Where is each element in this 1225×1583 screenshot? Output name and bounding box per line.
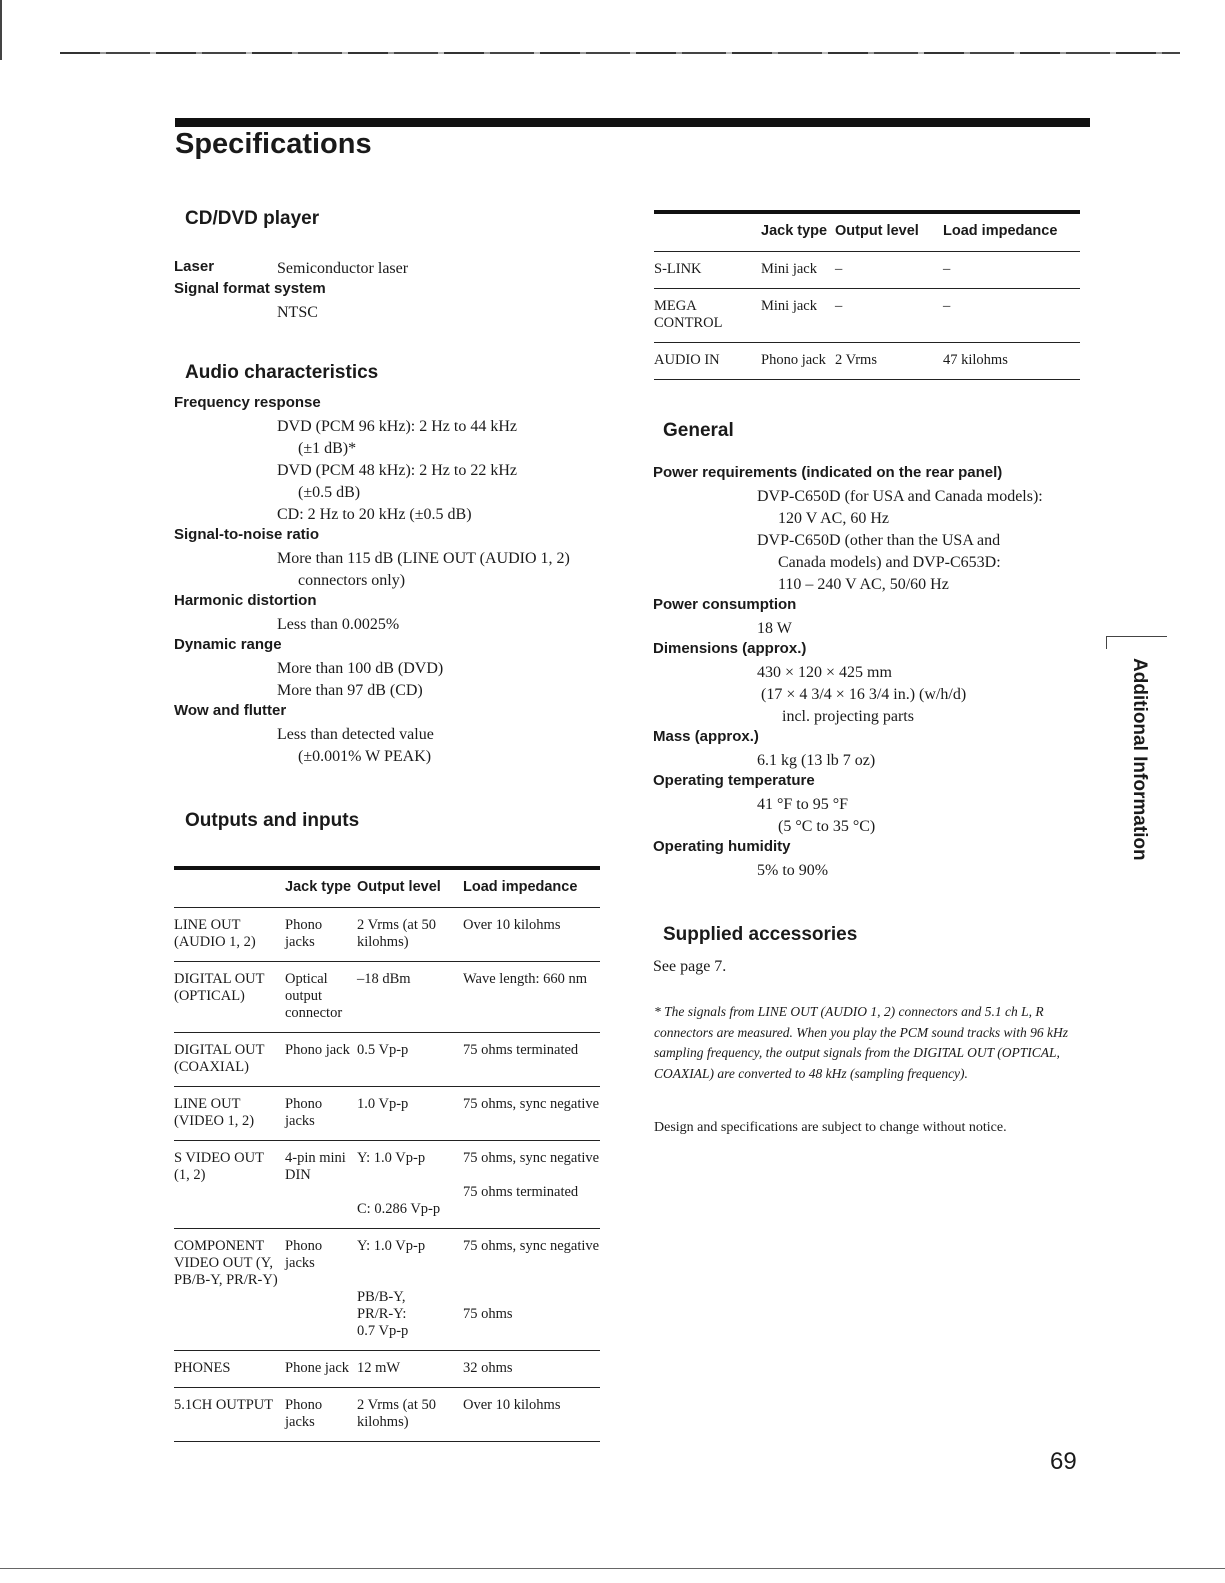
power-consumption-value: 18 W	[757, 620, 792, 637]
table-row	[174, 1033, 600, 1087]
table-row	[174, 962, 600, 1033]
title-rule	[175, 118, 1090, 127]
header-jack-type: Jack type	[285, 879, 352, 895]
power-other-cont: Canada models) and DVP-C653D:	[778, 554, 1001, 571]
row-jack-type: Phone jack	[285, 1360, 350, 1376]
power-consumption-label: Power consumption	[653, 596, 797, 613]
row-output-level: 2 Vrms (at 50 kilohms)	[357, 917, 437, 950]
dynamic-range-dvd: More than 100 dB (DVD)	[277, 660, 444, 677]
row-name: AUDIO IN	[654, 352, 720, 368]
row-load-impedance: Wave length: 660 nm	[463, 971, 588, 987]
row-load-impedance: 75 ohms, sync negative	[463, 1096, 600, 1112]
row-name: S VIDEO OUT (1, 2)	[174, 1150, 264, 1183]
row-output-level: 2 Vrms	[835, 352, 877, 368]
row-load-impedance: 75 ohms terminated	[463, 1042, 579, 1058]
scan-artifact-line	[60, 52, 1180, 54]
link-control-table	[654, 210, 1080, 380]
power-usa-value: 120 V AC, 60 Hz	[778, 510, 889, 527]
change-notice: Design and specifications are subject to change without notice.	[654, 1120, 1007, 1135]
page-number: 69	[1050, 1448, 1077, 1475]
row-output-level: 2 Vrms (at 50 kilohms)	[357, 1397, 437, 1430]
row-load-impedance: 75 ohms, sync negative 75 ohms	[463, 1238, 600, 1322]
table-row	[654, 289, 1080, 343]
table-row	[654, 343, 1080, 380]
row-jack-type: Mini jack	[761, 298, 817, 314]
power-other-value: 110 – 240 V AC, 50/60 Hz	[778, 576, 949, 593]
general-heading: General	[663, 420, 734, 441]
row-name: DIGITAL OUT (COAXIAL)	[174, 1042, 265, 1075]
table-row	[174, 1388, 600, 1442]
table-header-row	[654, 212, 1080, 252]
row-load-impedance: –	[943, 261, 951, 277]
snr-label: Signal-to-noise ratio	[174, 526, 320, 543]
row-name: S-LINK	[654, 261, 702, 277]
row-load-impedance: –	[943, 298, 951, 314]
dimensions-in: (17 × 4 3/4 × 16 3/4 in.) (w/h/d)	[761, 686, 967, 703]
row-output-level: Y: 1.0 Vp-p C: 0.286 Vp-p	[357, 1150, 441, 1217]
power-usa: DVP-C650D (for USA and Canada models):	[757, 488, 1043, 505]
row-name: LINE OUT (AUDIO 1, 2)	[174, 917, 256, 950]
header-load-impedance: Load impedance	[943, 223, 1058, 239]
side-tab	[1128, 658, 1152, 868]
row-jack-type: Phono jacks	[285, 917, 323, 950]
row-output-level: 12 mW	[357, 1360, 401, 1376]
row-load-impedance: 75 ohms, sync negative 75 ohms terminated	[463, 1150, 600, 1200]
row-output-level: 1.0 Vp-p	[357, 1096, 409, 1112]
table-row	[174, 908, 600, 962]
row-jack-type: 4-pin mini DIN	[285, 1150, 346, 1183]
row-jack-type: Phono jack	[285, 1042, 350, 1058]
row-name: LINE OUT (VIDEO 1, 2)	[174, 1096, 255, 1129]
freq-dvd-48: DVD (PCM 48 kHz): 2 Hz to 22 kHz	[277, 462, 517, 479]
accessories-text: See page 7.	[653, 958, 727, 975]
row-name: MEGA CONTROL	[654, 298, 723, 331]
player-specs	[174, 258, 604, 324]
snr-value-cont: connectors only)	[298, 572, 406, 589]
row-load-impedance: Over 10 kilohms	[463, 917, 561, 933]
row-output-level: Y: 1.0 Vp-p PB/B-Y, PR/R-Y: 0.7 Vp-p	[357, 1238, 426, 1339]
scan-edge-mark	[0, 0, 2, 60]
dynamic-range-label: Dynamic range	[174, 636, 282, 653]
dynamic-range-cd: More than 97 dB (CD)	[277, 682, 423, 699]
row-jack-type: Phono jacks	[285, 1096, 323, 1129]
row-jack-type: Optical output connector	[285, 971, 343, 1021]
table-row	[654, 252, 1080, 289]
table-row	[174, 1351, 600, 1388]
header-blank	[174, 868, 285, 908]
footnote: * The signals from LINE OUT (AUDIO 1, 2) connectors and 5.1 ch L, R connectors are measured. When you play the PCM sound tracks with 96 kHz sampling frequency, the output signals from the DIGITAL OUT (OPTICAL, COAXIAL) are converted to 48 kHz (sampling frequency).	[654, 1004, 1069, 1081]
audio-characteristics-heading: Audio characteristics	[185, 362, 379, 383]
row-jack-type: Phono jacks	[285, 1397, 323, 1430]
header-load-impedance: Load impedance	[463, 879, 578, 895]
power-requirements-label: Power requirements (indicated on the rear panel)	[653, 464, 1003, 481]
row-jack-type: Phono jacks	[285, 1238, 323, 1271]
signal-format-label: Signal format system	[174, 280, 326, 297]
row-output-level: 0.5 Vp-p	[357, 1042, 409, 1058]
freq-dvd-96: DVD (PCM 96 kHz): 2 Hz to 44 kHz	[277, 418, 517, 435]
header-output-level: Output level	[835, 223, 919, 239]
row-load-impedance: 47 kilohms	[943, 352, 1008, 368]
header-jack-type: Jack type	[761, 223, 828, 239]
outputs-inputs-heading: Outputs and inputs	[185, 810, 360, 831]
freq-cd: CD: 2 Hz to 20 kHz (±0.5 dB)	[277, 506, 472, 523]
row-name: PHONES	[174, 1360, 231, 1376]
dimensions-note: incl. projecting parts	[782, 708, 914, 725]
freq-dvd-96-tolerance: (±1 dB)*	[298, 440, 357, 457]
temperature-fahrenheit: 41 °F to 95 °F	[757, 796, 849, 813]
general-specs	[653, 464, 1093, 882]
wow-flutter-value-cont: (±0.001% W PEAK)	[298, 748, 432, 765]
table-header-row	[174, 868, 600, 908]
cd-dvd-player-heading: CD/DVD player	[185, 208, 320, 229]
audio-specs	[174, 394, 614, 768]
harmonic-distortion-value: Less than 0.0025%	[277, 616, 400, 633]
laser-value: Semiconductor laser	[277, 260, 409, 277]
wow-flutter-value: Less than detected value	[277, 726, 434, 743]
row-name: COMPONENT VIDEO OUT (Y, PB/B-Y, PR/R-Y)	[174, 1238, 278, 1288]
operating-temperature-label: Operating temperature	[653, 772, 815, 789]
header-output-level: Output level	[357, 879, 441, 895]
row-name: DIGITAL OUT (OPTICAL)	[174, 971, 265, 1004]
row-name: 5.1CH OUTPUT	[174, 1397, 274, 1413]
side-tab-marker	[1106, 636, 1167, 649]
row-jack-type: Phono jack	[761, 352, 826, 368]
supplied-accessories-heading: Supplied accessories	[663, 924, 858, 945]
mass-value: 6.1 kg (13 lb 7 oz)	[757, 752, 876, 769]
table-row	[174, 1141, 600, 1229]
row-load-impedance: 32 ohms	[463, 1360, 513, 1376]
row-jack-type: Mini jack	[761, 261, 817, 277]
dimensions-label: Dimensions (approx.)	[653, 640, 807, 657]
table-row	[174, 1087, 600, 1141]
scan-bottom-line	[0, 1568, 1225, 1569]
harmonic-distortion-label: Harmonic distortion	[174, 592, 317, 609]
laser-label: Laser	[174, 258, 215, 275]
side-tab-label: Additional Information	[1129, 658, 1150, 861]
header-blank	[654, 212, 761, 252]
wow-flutter-label: Wow and flutter	[174, 702, 287, 719]
temperature-celsius: (5 °C to 35 °C)	[778, 818, 876, 835]
row-load-impedance: Over 10 kilohms	[463, 1397, 561, 1413]
snr-value: More than 115 dB (LINE OUT (AUDIO 1, 2)	[277, 550, 570, 567]
row-output-level: –	[835, 298, 843, 314]
operating-humidity-label: Operating humidity	[653, 838, 791, 855]
row-output-level: –	[835, 261, 843, 277]
page-title: Specifications	[175, 128, 372, 160]
row-output-level: –18 dBm	[357, 971, 411, 987]
mass-label: Mass (approx.)	[653, 728, 759, 745]
signal-format-value: NTSC	[277, 304, 318, 321]
power-other: DVP-C650D (other than the USA and	[757, 532, 1001, 549]
frequency-response-label: Frequency response	[174, 394, 321, 411]
table-row	[174, 1229, 600, 1351]
dimensions-mm: 430 × 120 × 425 mm	[757, 664, 892, 681]
freq-dvd-48-tolerance: (±0.5 dB)	[298, 484, 361, 501]
humidity-value: 5% to 90%	[757, 862, 829, 879]
outputs-inputs-table	[174, 866, 600, 1442]
